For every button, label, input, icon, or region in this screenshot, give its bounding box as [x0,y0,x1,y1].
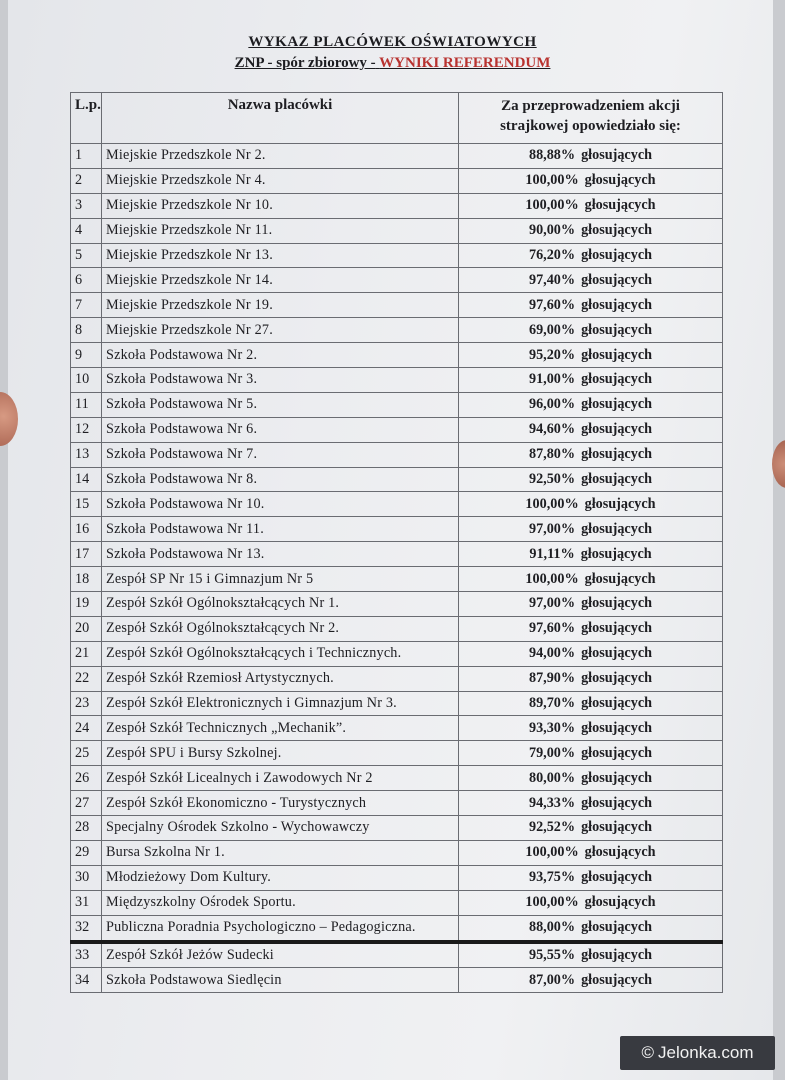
column-header-result-line2: strajkowej opowiedziało się: [500,118,681,134]
watermark-text: Jelonka.com [658,1043,754,1062]
result-percent: 87,80% [528,446,576,463]
column-header-name: Nazwa placówki [102,93,459,144]
row-number: 24 [71,716,102,741]
institution-name: Zespół Szkół Ekonomiczno - Turystycznych [102,791,459,816]
result-percent: 100,00% [525,172,579,189]
result-percent: 94,60% [528,421,576,438]
document-title: WYKAZ PLACÓWEK OŚWIATOWYCH [248,34,537,50]
result-cell [459,467,723,492]
row-number: 2 [71,168,102,193]
institution-name: Szkoła Podstawowa Nr 8. [102,467,459,492]
result-percent: 93,75% [528,869,576,886]
result-cell [459,243,723,268]
holding-finger-right [772,440,785,488]
row-number: 14 [71,467,102,492]
result-unit: głosujących [581,719,653,736]
result-cell [459,442,723,467]
institution-name: Zespół Szkół Technicznych „Mechanik”. [102,716,459,741]
institution-name: Zespół Szkół Licealnych i Zawodowych Nr 2 [102,766,459,791]
institution-name: Miejskie Przedszkole Nr 4. [102,168,459,193]
result-unit: głosujących [581,946,653,963]
institution-name: Międzyszkolny Ośrodek Sportu. [102,890,459,915]
result-unit: głosujących [581,271,653,288]
table-row [71,616,723,641]
result-cell [459,791,723,816]
site-watermark [620,1036,775,1070]
result-percent: 97,00% [528,520,576,537]
table-row [71,915,723,941]
institution-name: Szkoła Podstawowa Nr 10. [102,492,459,517]
result-cell [459,268,723,293]
institution-name: Miejskie Przedszkole Nr 2. [102,144,459,169]
table-row [71,691,723,716]
row-number: 26 [71,766,102,791]
institution-name: Publiczna Poradnia Psychologiczno – Pedagogiczna. [102,915,459,941]
result-unit: głosujących [581,670,653,687]
result-unit: głosujących [581,695,653,712]
institution-name: Zespół Szkół Jeżów Sudecki [102,942,459,968]
result-unit: głosujących [581,620,653,637]
institution-name: Bursa Szkolna Nr 1. [102,840,459,865]
institution-name: Szkoła Podstawowa Nr 6. [102,417,459,442]
institution-name: Zespół Szkół Rzemiosł Artystycznych. [102,666,459,691]
institution-name: Specjalny Ośrodek Szkolno - Wychowawczy [102,816,459,841]
row-number: 9 [71,343,102,368]
result-unit: głosujących [581,744,653,761]
result-cell [459,392,723,417]
result-cell [459,193,723,218]
row-number: 34 [71,968,102,993]
table-row [71,442,723,467]
results-table [70,92,723,993]
institution-name: Zespół Szkół Ogólnokształcących Nr 2. [102,616,459,641]
result-percent: 92,50% [528,471,576,488]
row-number: 11 [71,392,102,417]
result-unit: głosujących [584,197,656,214]
result-unit: głosujących [581,321,653,338]
result-percent: 93,30% [528,719,576,736]
result-percent: 88,88% [528,147,576,164]
result-percent: 90,00% [528,222,576,239]
row-number: 17 [71,542,102,567]
institution-name: Zespół Szkół Ogólnokształcących i Technicznych. [102,641,459,666]
result-unit: głosujących [584,894,656,911]
institution-name: Szkoła Podstawowa Nr 11. [102,517,459,542]
result-percent: 95,20% [528,346,576,363]
result-unit: głosujących [581,346,653,363]
table-row [71,942,723,968]
result-cell [459,816,723,841]
row-number: 15 [71,492,102,517]
row-number: 18 [71,567,102,592]
result-unit: głosujących [584,172,656,189]
row-number: 3 [71,193,102,218]
row-number: 32 [71,915,102,941]
subtitle-prefix: ZNP - spór zbiorowy - [234,55,376,71]
table-row [71,467,723,492]
result-cell [459,592,723,617]
institution-name: Miejskie Przedszkole Nr 27. [102,318,459,343]
result-unit: głosujących [581,421,653,438]
table-row [71,218,723,243]
result-cell [459,567,723,592]
result-unit: głosujących [581,371,653,388]
result-percent: 97,60% [528,296,576,313]
result-cell [459,168,723,193]
row-number: 27 [71,791,102,816]
institution-name: Zespół Szkół Ogólnokształcących Nr 1. [102,592,459,617]
result-cell [459,542,723,567]
result-unit: głosujących [581,595,653,612]
result-cell [459,766,723,791]
row-number: 25 [71,741,102,766]
row-number: 5 [71,243,102,268]
result-unit: głosujących [581,919,653,936]
row-number: 13 [71,442,102,467]
row-number: 23 [71,691,102,716]
result-percent: 97,40% [528,271,576,288]
row-number: 19 [71,592,102,617]
result-cell [459,666,723,691]
institution-name: Zespół Szkół Elektronicznych i Gimnazjum Nr 3. [102,691,459,716]
result-unit: głosujących [581,222,653,239]
row-number: 20 [71,616,102,641]
result-percent: 100,00% [525,495,579,512]
result-unit: głosujących [581,396,653,413]
result-unit: głosujących [581,247,653,263]
table-row [71,741,723,766]
result-unit: głosujących [581,971,653,988]
result-cell [459,417,723,442]
row-number: 7 [71,293,102,318]
table-row [71,766,723,791]
result-percent: 69,00% [528,321,576,338]
result-cell [459,616,723,641]
table-row [71,890,723,915]
institution-name: Szkoła Podstawowa Nr 5. [102,392,459,417]
table-row [71,293,723,318]
result-cell [459,741,723,766]
table-row [71,968,723,993]
table-row [71,567,723,592]
result-unit: głosujących [581,794,653,811]
result-unit: głosujących [581,446,653,463]
row-number: 33 [71,942,102,968]
institution-name: Szkoła Podstawowa Siedlęcin [102,968,459,993]
row-number: 28 [71,816,102,841]
institution-name: Miejskie Przedszkole Nr 14. [102,268,459,293]
institution-name: Miejskie Przedszkole Nr 19. [102,293,459,318]
result-percent: 87,00% [528,971,576,988]
result-percent: 87,90% [528,670,576,687]
column-header-lp: L.p. [71,93,102,144]
result-cell [459,915,723,941]
result-percent: 100,00% [525,197,579,214]
table-row [71,492,723,517]
result-percent: 94,00% [528,645,576,662]
column-header-result [459,93,723,144]
result-cell [459,318,723,343]
result-cell [459,343,723,368]
table-row [71,716,723,741]
result-percent: 79,00% [528,744,576,761]
institution-name: Zespół SPU i Bursy Szkolnej. [102,741,459,766]
result-cell [459,144,723,169]
result-cell [459,840,723,865]
row-number: 21 [71,641,102,666]
table-row [71,865,723,890]
institution-name: Miejskie Przedszkole Nr 11. [102,218,459,243]
result-percent: 100,00% [525,844,579,861]
institution-name: Zespół SP Nr 15 i Gimnazjum Nr 5 [102,567,459,592]
table-row [71,243,723,268]
result-cell [459,968,723,993]
row-number: 29 [71,840,102,865]
row-number: 22 [71,666,102,691]
result-unit: głosujących [581,819,653,836]
institution-name: Szkoła Podstawowa Nr 13. [102,542,459,567]
result-percent: 80,00% [528,769,576,786]
result-cell [459,716,723,741]
table-row [71,417,723,442]
table-row [71,268,723,293]
result-cell [459,890,723,915]
subtitle-highlight: WYNIKI REFERENDUM [379,55,551,71]
row-number: 4 [71,218,102,243]
result-percent: 91,11% [529,545,575,562]
result-unit: głosujących [581,769,653,786]
result-unit: głosujących [581,471,653,488]
institution-name: Szkoła Podstawowa Nr 3. [102,368,459,393]
result-cell [459,641,723,666]
institution-name: Szkoła Podstawowa Nr 7. [102,442,459,467]
result-unit: głosujących [581,645,653,662]
row-number: 1 [71,144,102,169]
row-number: 8 [71,318,102,343]
table-row [71,542,723,567]
result-percent: 97,00% [528,595,576,612]
row-number: 30 [71,865,102,890]
institution-name: Szkoła Podstawowa Nr 2. [102,343,459,368]
result-cell [459,368,723,393]
row-number: 31 [71,890,102,915]
result-unit: głosujących [584,495,656,512]
result-percent: 92,52% [528,819,576,836]
result-percent: 95,55% [528,946,576,963]
result-unit: głosujących [581,147,653,164]
result-unit: głosujących [581,869,653,886]
result-cell [459,517,723,542]
table-row [71,791,723,816]
copyright-symbol: © [641,1043,655,1062]
result-percent: 89,70% [528,695,576,712]
result-unit: głosujących [584,844,656,861]
result-cell [459,492,723,517]
row-number: 16 [71,517,102,542]
result-percent: 100,00% [525,894,579,911]
result-cell [459,293,723,318]
table-row [71,343,723,368]
result-percent: 96,00% [528,396,576,413]
result-percent: 88,00% [528,919,576,936]
table-row [71,193,723,218]
table-row [71,168,723,193]
table-row [71,368,723,393]
result-percent: 97,60% [528,620,576,637]
result-unit: głosujących [580,545,652,562]
column-header-result-line1: Za przeprowadzeniem akcji [501,98,680,114]
table-row [71,392,723,417]
row-number: 10 [71,368,102,393]
result-cell [459,942,723,968]
table-row [71,641,723,666]
document-subtitle [0,55,785,72]
result-unit: głosujących [584,570,656,587]
table-header-row [71,93,723,144]
institution-name: Miejskie Przedszkole Nr 13. [102,243,459,268]
result-percent: 91,00% [528,371,576,388]
row-number: 6 [71,268,102,293]
result-percent: 94,33% [528,794,576,811]
institution-name: Miejskie Przedszkole Nr 10. [102,193,459,218]
table-row [71,666,723,691]
result-unit: głosujących [581,520,653,537]
result-cell [459,865,723,890]
table-row [71,816,723,841]
result-unit: głosujących [581,296,653,313]
result-percent: 76,20% [528,247,576,263]
table-row [71,592,723,617]
table-row [71,840,723,865]
result-cell [459,218,723,243]
result-cell [459,691,723,716]
row-number: 12 [71,417,102,442]
table-row [71,144,723,169]
institution-name: Młodzieżowy Dom Kultury. [102,865,459,890]
result-percent: 100,00% [525,570,579,587]
table-row [71,517,723,542]
table-row [71,318,723,343]
